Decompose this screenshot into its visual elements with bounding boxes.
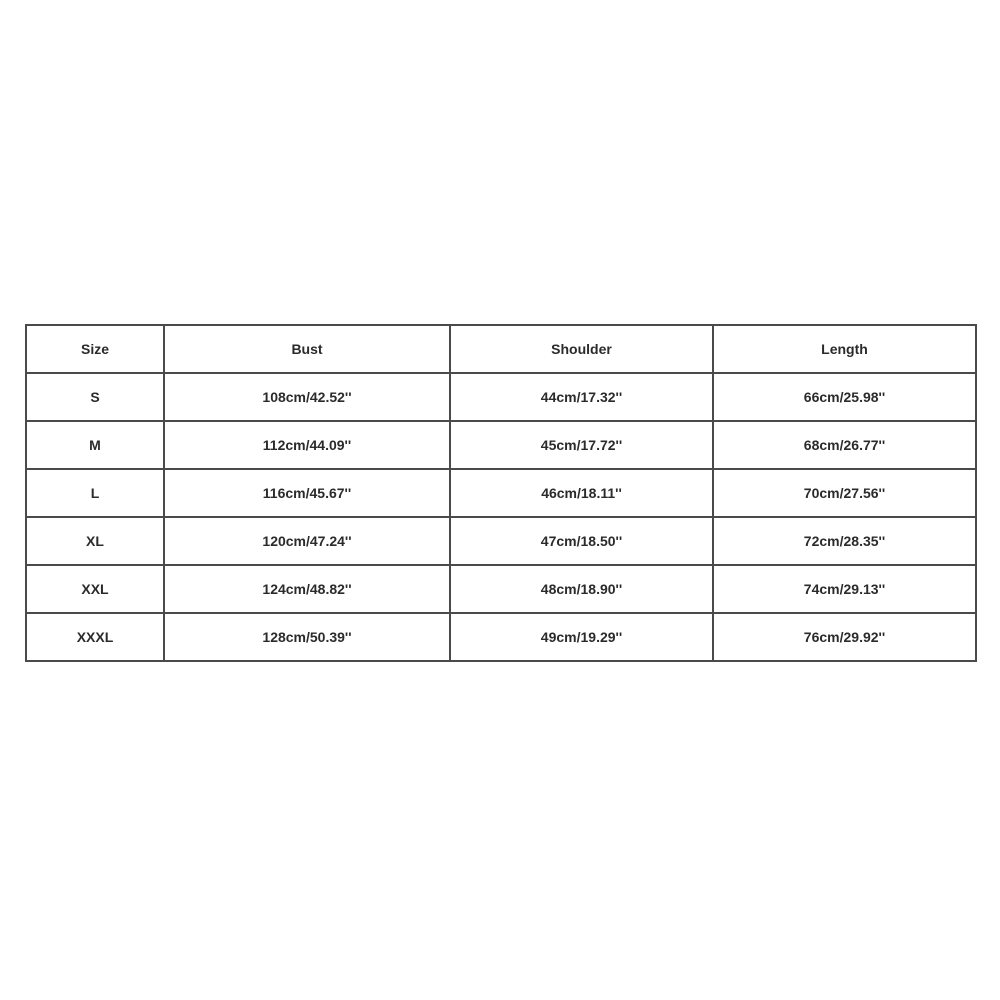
cell-bust: 108cm/42.52'' xyxy=(164,373,450,421)
cell-shoulder: 45cm/17.72'' xyxy=(450,421,713,469)
table-header-row xyxy=(26,325,976,373)
table-row xyxy=(26,517,976,565)
table-row xyxy=(26,373,976,421)
cell-bust: 124cm/48.82'' xyxy=(164,565,450,613)
cell-shoulder: 49cm/19.29'' xyxy=(450,613,713,661)
cell-shoulder: 44cm/17.32'' xyxy=(450,373,713,421)
cell-bust: 116cm/45.67'' xyxy=(164,469,450,517)
cell-size: XXL xyxy=(26,565,164,613)
table-row xyxy=(26,613,976,661)
table-row xyxy=(26,469,976,517)
header-shoulder: Shoulder xyxy=(450,325,713,373)
header-length: Length xyxy=(713,325,976,373)
cell-length: 72cm/28.35'' xyxy=(713,517,976,565)
header-bust: Bust xyxy=(164,325,450,373)
cell-shoulder: 47cm/18.50'' xyxy=(450,517,713,565)
cell-shoulder: 48cm/18.90'' xyxy=(450,565,713,613)
cell-bust: 128cm/50.39'' xyxy=(164,613,450,661)
cell-shoulder: 46cm/18.11'' xyxy=(450,469,713,517)
cell-size: M xyxy=(26,421,164,469)
cell-length: 70cm/27.56'' xyxy=(713,469,976,517)
cell-length: 76cm/29.92'' xyxy=(713,613,976,661)
cell-size: S xyxy=(26,373,164,421)
cell-size: L xyxy=(26,469,164,517)
cell-bust: 112cm/44.09'' xyxy=(164,421,450,469)
size-chart-table xyxy=(25,324,977,662)
cell-length: 66cm/25.98'' xyxy=(713,373,976,421)
cell-size: XL xyxy=(26,517,164,565)
cell-length: 68cm/26.77'' xyxy=(713,421,976,469)
table-row xyxy=(26,421,976,469)
cell-length: 74cm/29.13'' xyxy=(713,565,976,613)
cell-bust: 120cm/47.24'' xyxy=(164,517,450,565)
header-size: Size xyxy=(26,325,164,373)
cell-size: XXXL xyxy=(26,613,164,661)
table-row xyxy=(26,565,976,613)
